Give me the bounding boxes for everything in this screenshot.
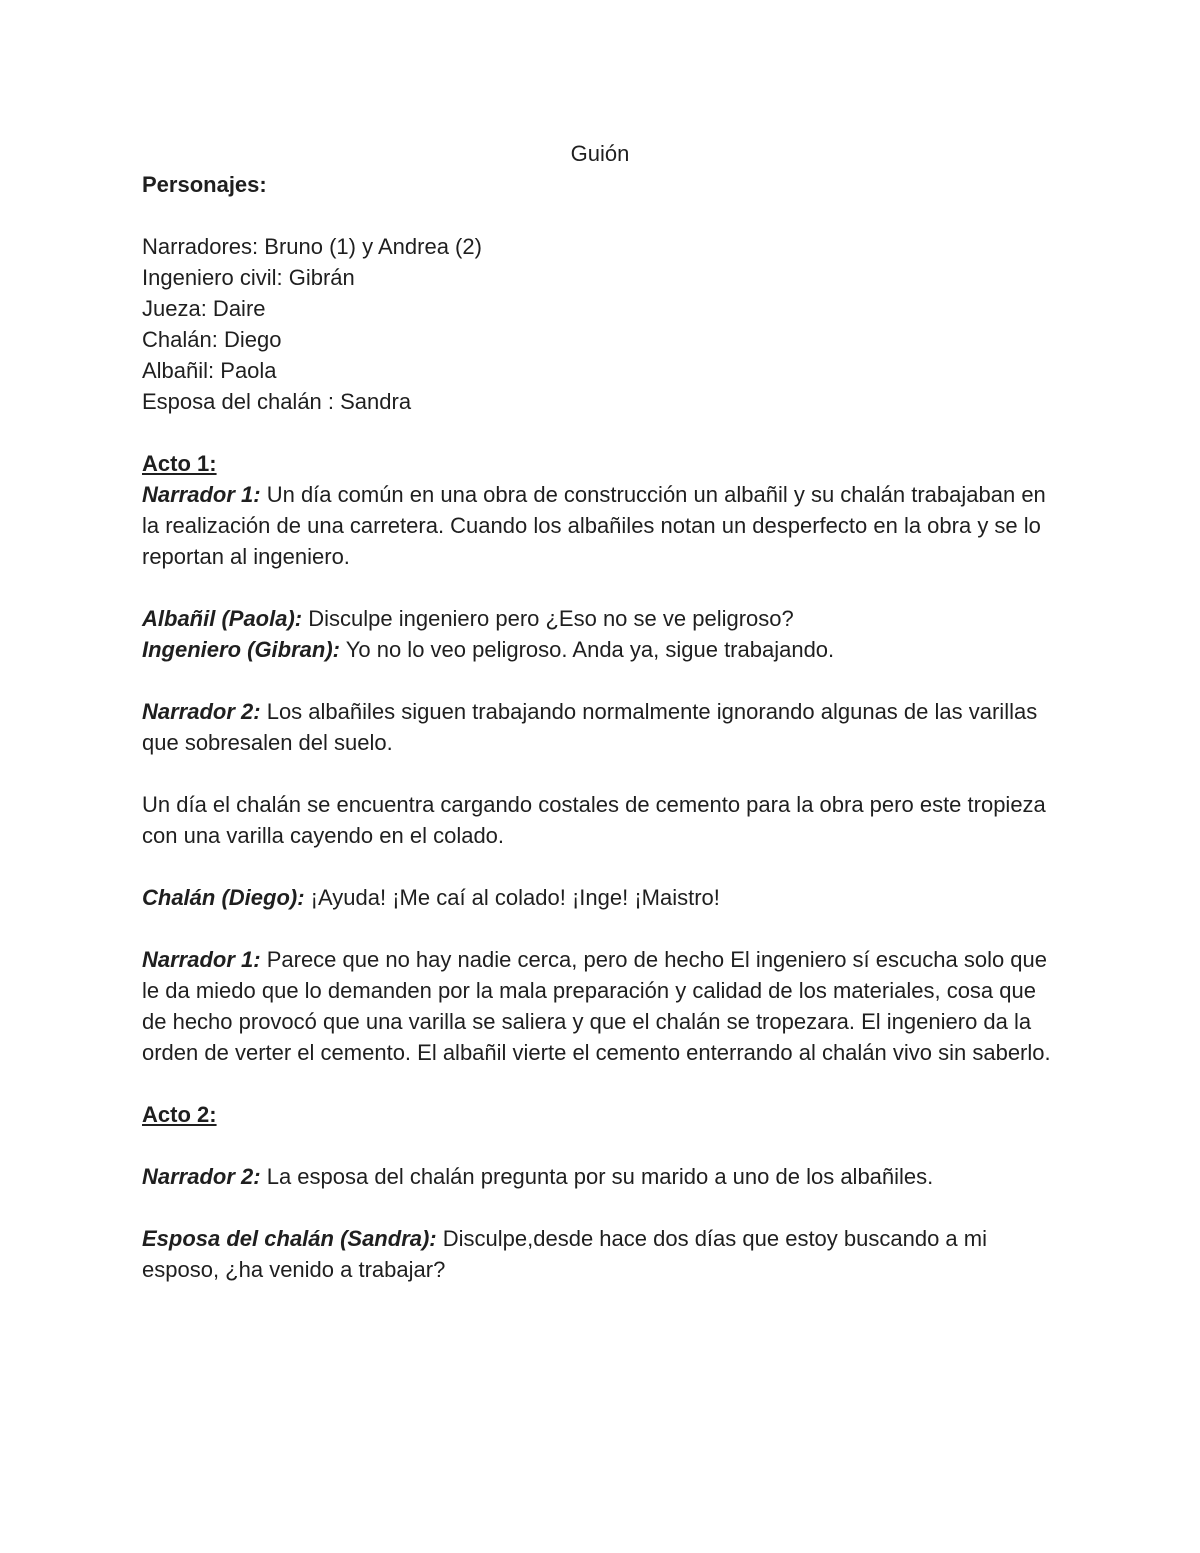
speaker-label: Chalán (Diego): <box>142 885 305 910</box>
narrative-paragraph: Un día el chalán se encuentra cargando costales de cemento para la obra pero este tropieza con una varilla cayendo en el colado. <box>142 792 1046 848</box>
spacer <box>142 417 1062 448</box>
speaker-label: Narrador 2: <box>142 1164 261 1189</box>
spacer <box>142 1192 1062 1223</box>
paragraph-text: La esposa del chalán pregunta por su marido a uno de los albañiles. <box>260 1164 934 1189</box>
spacer <box>142 665 1062 696</box>
dialogue-paragraph <box>142 944 1062 1068</box>
dialogue-paragraph <box>142 882 1062 913</box>
act-1-heading: Acto 1: <box>142 451 217 476</box>
speaker-label: Albañil (Paola): <box>142 606 303 631</box>
spacer <box>142 200 1062 231</box>
dialogue-paragraph <box>142 603 1062 634</box>
spacer <box>142 913 1062 944</box>
speaker-label: Narrador 2: <box>142 699 261 724</box>
speaker-label: Ingeniero (Gibran): <box>142 637 340 662</box>
dialogue-paragraph <box>142 634 1062 665</box>
document-title: Guión <box>570 141 630 166</box>
dialogue-paragraph <box>142 696 1062 758</box>
character-line: Esposa del chalán : Sandra <box>142 389 412 414</box>
dialogue-paragraph <box>142 479 1062 572</box>
character-line: Albañil: Paola <box>142 358 277 383</box>
act-2-heading: Acto 2: <box>142 1102 217 1127</box>
spacer <box>142 572 1062 603</box>
paragraph-text: Yo no lo veo peligroso. Anda ya, sigue trabajando. <box>340 637 835 662</box>
character-line: Narradores: Bruno (1) y Andrea (2) <box>142 234 482 259</box>
dialogue-paragraph <box>142 1161 1062 1192</box>
paragraph-text: Disculpe ingeniero pero ¿Eso no se ve peligroso? <box>302 606 794 631</box>
speaker-label: Narrador 1: <box>142 482 261 507</box>
spacer <box>142 758 1062 789</box>
character-line: Ingeniero civil: Gibrán <box>142 265 355 290</box>
paragraph-text: Los albañiles siguen trabajando normalmente ignorando algunas de las varillas que sobresalen del suelo. <box>142 699 1038 755</box>
spacer <box>142 1068 1062 1099</box>
paragraph-text: Un día común en una obra de construcción un albañil y su chalán trabajaban en la realización de una carretera. Cuando los albañiles notan un desperfecto en la obra y se lo reportan al ingeniero. <box>142 482 1046 569</box>
speaker-label: Esposa del chalán (Sandra): <box>142 1226 437 1251</box>
characters-heading: Personajes: <box>142 172 267 197</box>
paragraph-text: Disculpe,desde hace dos días que estoy buscando a mi esposo, ¿ha venido a trabajar? <box>142 1226 987 1282</box>
dialogue-paragraph <box>142 1223 1062 1285</box>
character-line: Jueza: Daire <box>142 296 266 321</box>
spacer <box>142 1130 1062 1161</box>
paragraph-text: Parece que no hay nadie cerca, pero de hecho El ingeniero sí escucha solo que le da miedo que lo demanden por la mala preparación y calidad de los materiales, cosa que de hecho provocó que una varilla se saliera y que el chalán se tropezara. El ingeniero da la orden de verter el cemento. El albañil vierte el cemento enterrando al chalán vivo sin saberlo. <box>142 947 1051 1065</box>
speaker-label: Narrador 1: <box>142 947 261 972</box>
character-line: Chalán: Diego <box>142 327 282 352</box>
paragraph-text: ¡Ayuda! ¡Me caí al colado! ¡Inge! ¡Maistro! <box>304 885 720 910</box>
document-body <box>142 138 1062 1285</box>
spacer <box>142 851 1062 882</box>
